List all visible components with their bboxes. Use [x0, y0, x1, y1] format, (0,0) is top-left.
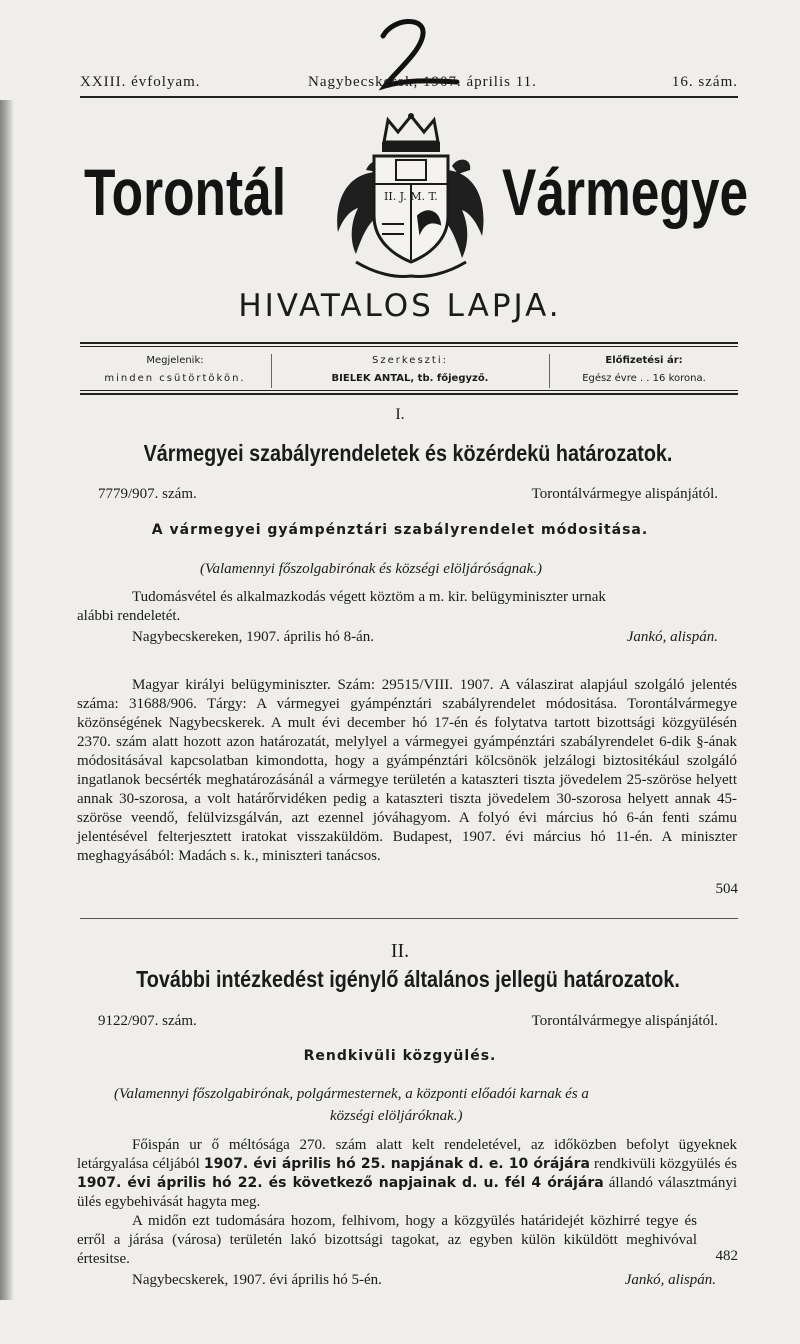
issue-header — [80, 72, 738, 94]
section-2-signoff-place: Nagybecskerek, 1907. évi április hó 5-én. — [132, 1272, 382, 1288]
section-2-addressees-1: (Valamennyi főszolgabirónak, polgármesternek, a központi előadói karnak és a — [114, 1086, 589, 1102]
header-rule — [80, 96, 738, 98]
section-1-addressees: (Valamennyi főszolgabirónak és községi elöljáróságnak.) — [200, 561, 543, 577]
section-2-paragraph-1 — [77, 1136, 737, 1212]
section-1-line-2: alábbi rendeletét. — [77, 608, 181, 624]
section-2-source: Torontálvármegye alispánjától. — [531, 1013, 718, 1029]
section-separator — [80, 918, 738, 919]
section-1-title: A vármegyei gyámpénztári szabályrendelet módositása. — [151, 522, 649, 538]
info-rule-bottom — [80, 393, 738, 395]
info-rule-top — [80, 342, 738, 344]
section-1-heading: Vármegyei szabályrendeletek és közérdekü határozatok. — [143, 440, 673, 466]
section-1-decree — [77, 676, 737, 866]
section-1-number: 7779/907. szám. — [98, 486, 197, 502]
place-date: Nagybecskerek, 1907. április 11. — [308, 74, 537, 90]
p1-text-c: rendkivüli közgyülés és — [589, 1156, 737, 1172]
masthead-title-left: Torontál — [84, 155, 287, 229]
appears-label: Megjelenik: — [146, 355, 204, 366]
volume-label: XXIII. évfolyam. — [80, 74, 201, 90]
section-2-number: 9122/907. szám. — [98, 1013, 197, 1029]
page-binding-edge — [0, 100, 14, 1300]
info-rule-bottom-thin — [80, 390, 738, 391]
info-editor — [272, 352, 548, 388]
section-1-signoff-name: Jankó, alispán. — [626, 629, 718, 645]
price-label: Előfizetési ár: — [605, 355, 683, 366]
masthead-subtitle: HIVATALOS LAPJA. — [238, 288, 562, 324]
info-bar — [80, 352, 738, 392]
p1-text-e: állandó választmányi ülés egybehivását hagyta meg. — [77, 1175, 737, 1210]
price-value: Egész évre . . 16 korona. — [582, 373, 706, 384]
appears-value: minden csütörtökön. — [104, 373, 246, 384]
p1-text-a: Főispán ur ő méltósága 270. szám alatt kelt rendeletével, az időközben befolyt ügyeknek letárgyalása céljából — [77, 1137, 737, 1172]
section-2-title: Rendkivüli közgyülés. — [303, 1048, 497, 1064]
section-2-heading: További intézkedést igénylő általános jellegü határozatok. — [136, 966, 680, 992]
section-2-page-number: 482 — [715, 1248, 738, 1264]
section-1-page-number: 504 — [715, 881, 738, 897]
section-2-addressees-2: községi elöljáróknak.) — [330, 1108, 463, 1124]
issue-number: 16. szám. — [671, 74, 738, 90]
decree-text: Magyar királyi belügyminiszter. Szám: 29515/VIII. 1907. A válaszirat alapjául szolgáló jelentés száma: 31688/906. Tárgy: A vármegyei gyámpénztári szabályrendelet módositása. Torontálvármegye közönségének Nagybecskerek. A mult évi december hó 17-én és folytatva tartott bizottsági közgyülésén 2370. szám alatt hozott azon határozatát, melylyel a vármegyei gyámpénztári szabályrendelet 6-dik §-ának módositásával kapcsolatban kimondotta, hogy a gyámpénztári kölcsönök jelzálogi biztositékául szolgáló ingatlanok becsérték meghatározásánál a vármegye területén a kataszteri tiszta jövedelem 25-szöröse helyett annak 30-szorosa, a volt határőrvidéken pedig a kataszteri tiszta jövedelem 30-szorosa helyett annak 45-szöröse veendő, felülvizsgálván, azt ezennel jóváhagyom. A folyó évi március hó 6-án fenti számu jelentésével felterjesztett iratokat visszaküldöm. Budapest, 1907. évi március hó 11-én. A miniszter meghagyásából: Madách s. k., miniszteri tanácsos. — [77, 677, 737, 864]
info-appears — [80, 352, 270, 388]
editor-label: Szerkeszti: — [372, 355, 448, 366]
p1-date-2: 1907. évi április hó 22. és következő napjainak d. u. fél 4 órájára — [77, 1175, 604, 1191]
section-2-paragraph-2: A midőn ezt tudomására hozom, felhivom, hogy a közgyülés határidejét közhirré tegye és erről a járása (városa) területén lakó bizottsági tagokat, az egyben külön kiküldött meghivóval értesitse. — [77, 1213, 697, 1267]
section-1-signoff-place: Nagybecskereken, 1907. április hó 8-án. — [132, 629, 375, 645]
section-2-body — [77, 1136, 737, 1269]
p1-date-1: 1907. évi április hó 25. napjának d. e. 10 órájára — [203, 1156, 590, 1172]
section-1-numeral: I. — [395, 406, 405, 423]
coat-of-arms-icon — [326, 112, 496, 280]
masthead-title-right: Vármegye — [502, 155, 749, 229]
editor-value: BIELEK ANTAL, tb. főjegyző. — [331, 373, 489, 384]
info-price — [550, 352, 738, 388]
section-1-line-1: Tudomásvétel és alkalmazkodás végett köztöm a m. kir. belügyminiszter urnak — [132, 589, 606, 605]
crest-initials: II. J. M. T. — [384, 190, 438, 203]
info-rule-top-thin — [80, 346, 738, 347]
section-1-source: Torontálvármegye alispánjától. — [531, 486, 718, 502]
section-2-numeral: II. — [390, 940, 410, 962]
section-2-signoff-name: Jankó, alispán. — [624, 1272, 716, 1288]
